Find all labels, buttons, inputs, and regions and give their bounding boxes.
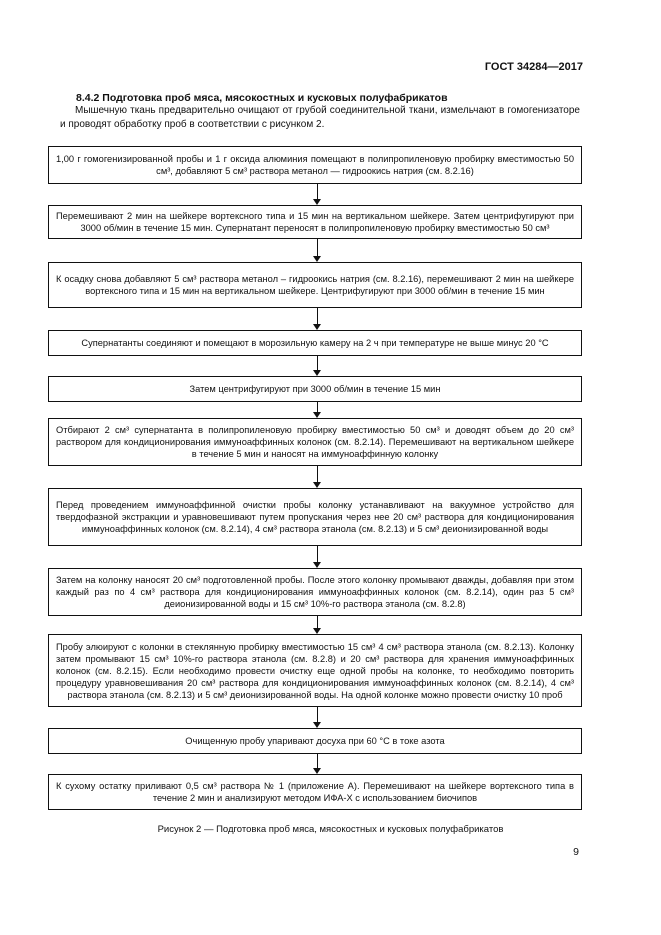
flow-step-6 xyxy=(48,418,582,466)
flow-arrow-icon xyxy=(313,616,321,634)
flow-step-5 xyxy=(48,376,582,402)
flow-step-text: К осадку снова добавляют 5 см³ раствора метанол – гидроокись натрия (см. 8.2.16), перемешивают 2 мин на шейкере вортексного типа и 15 мин на вертикальном шейкере. Центрифугируют при 3000 об/мин в течение 15 мин xyxy=(56,274,574,296)
flow-step-text: Очищенную пробу упаривают досуха при 60 °С в токе азота xyxy=(185,736,445,746)
figure-caption: Рисунок 2 — Подготовка проб мяса, мясокостных и кусковых полуфабрикатов xyxy=(157,824,504,835)
section-title: 8.4.2 Подготовка проб мяса, мясокостных и кусковых полуфабрикатов xyxy=(76,92,448,104)
flow-step-1 xyxy=(48,146,582,184)
intro-paragraph: Мышечную ткань предварительно очищают от грубой соединительной ткани, измельчают в гомогенизаторе и проводят обработку проб в соответствии с рисунком 2. xyxy=(60,105,580,130)
flow-step-text: Пробу элюируют с колонки в стеклянную пробирку вместимостью 15 см³ 4 см³ раствора этанола (см. 8.2.13). Колонку затем промывают 15 см³ 10%-го раствора этанола (см. 8.2.8) и 20 см³ раствора для хранения иммуноаффинных колонок (см. 8.2.15). Если необходимо провести очистку еще одной пробы на колонке, то необходимо повторить процедуру уравновешивания 20 см³ раствора для кондиционирования иммуноаффинных колонок (см. 8.2.14), 4 см³ раствора этанола (см. 8.2.13) и 5 см³ деионизированной воды. На одной колонке можно провести очистку 10 проб xyxy=(56,641,574,700)
flow-step-10 xyxy=(48,728,582,754)
flow-arrow-icon xyxy=(313,356,321,376)
flow-arrow-icon xyxy=(313,308,321,330)
flow-step-text: К сухому остатку приливают 0,5 см³ раствора № 1 (приложение А). Перемешивают на шейкере вортексного типа в течение 2 мин и анализируют методом ИФА-Х с использованием биочипов xyxy=(56,781,574,803)
flow-step-11 xyxy=(48,774,582,810)
flow-step-2 xyxy=(48,205,582,239)
flow-step-text: Перемешивают 2 мин на шейкере вортексного типа и 15 мин на вертикальном шейкере. Затем центрифугируют при 3000 об/мин в течение 15 мин. Супернатант переносят в полипропиленовую пробирку вместимостью 50 см³ xyxy=(56,211,574,233)
flow-step-text: Отбирают 2 см³ супернатанта в полипропиленовую пробирку вместимостью 50 см³ и доводят объем до 20 см³ раствором для кондиционирования иммуноаффинных колонок (см. 8.2.14). Перемешивают на вертикальном шейкере в течение 5 мин и наносят на иммуноаффинную колонку xyxy=(56,425,574,459)
flow-arrow-icon xyxy=(313,402,321,418)
flow-step-7 xyxy=(48,488,582,546)
flow-arrow-icon xyxy=(313,466,321,488)
flow-arrow-icon xyxy=(313,184,321,205)
flow-arrow-icon xyxy=(313,546,321,568)
flow-step-4 xyxy=(48,330,582,356)
flow-step-9 xyxy=(48,634,582,707)
flow-step-text: Затем центрифугируют при 3000 об/мин в течение 15 мин xyxy=(189,384,441,394)
flow-arrow-icon xyxy=(313,754,321,774)
flow-step-3 xyxy=(48,262,582,308)
page-number: 9 xyxy=(573,846,579,858)
flow-step-text: Затем на колонку наносят 20 см³ подготовленной пробы. После этого колонку промывают дважды, добавляя при этом каждый раз по 4 см³ раствора для кондиционирования иммуноаффинных колонок (см. 8.2.14), один раз 5 см³ деионизированной воды и 15 см³ 10%-го раствора этанола (см. 8.2.8) xyxy=(56,575,574,609)
flow-step-text: 1,00 г гомогенизированной пробы и 1 г оксида алюминия помещают в полипропиленовую пробирку вместимостью 50 см³, добавляют 5 см³ раствора метанол — гидроокись натрия (см. 8.2.16) xyxy=(56,154,574,176)
flow-step-text: Супернатанты соединяют и помещают в морозильную камеру на 2 ч при температуре не выше минус 20 °С xyxy=(81,338,549,348)
document-code: ГОСТ 34284—2017 xyxy=(484,61,583,73)
flow-step-8 xyxy=(48,568,582,616)
flow-step-text: Перед проведением иммуноаффинной очистки пробы колонку устанавливают на вакуумное устройство для твердофазной экстракции и уравновешивают путем пропускания через нее 20 см³ раствора для кондиционирования иммуноаффинных колонок (см. 8.2.14), 4 см³ раствора этанола (см. 8.2.13) и 5 см³ деионизированной воды xyxy=(56,500,574,534)
flow-arrow-icon xyxy=(313,239,321,262)
flow-arrow-icon xyxy=(313,707,321,728)
